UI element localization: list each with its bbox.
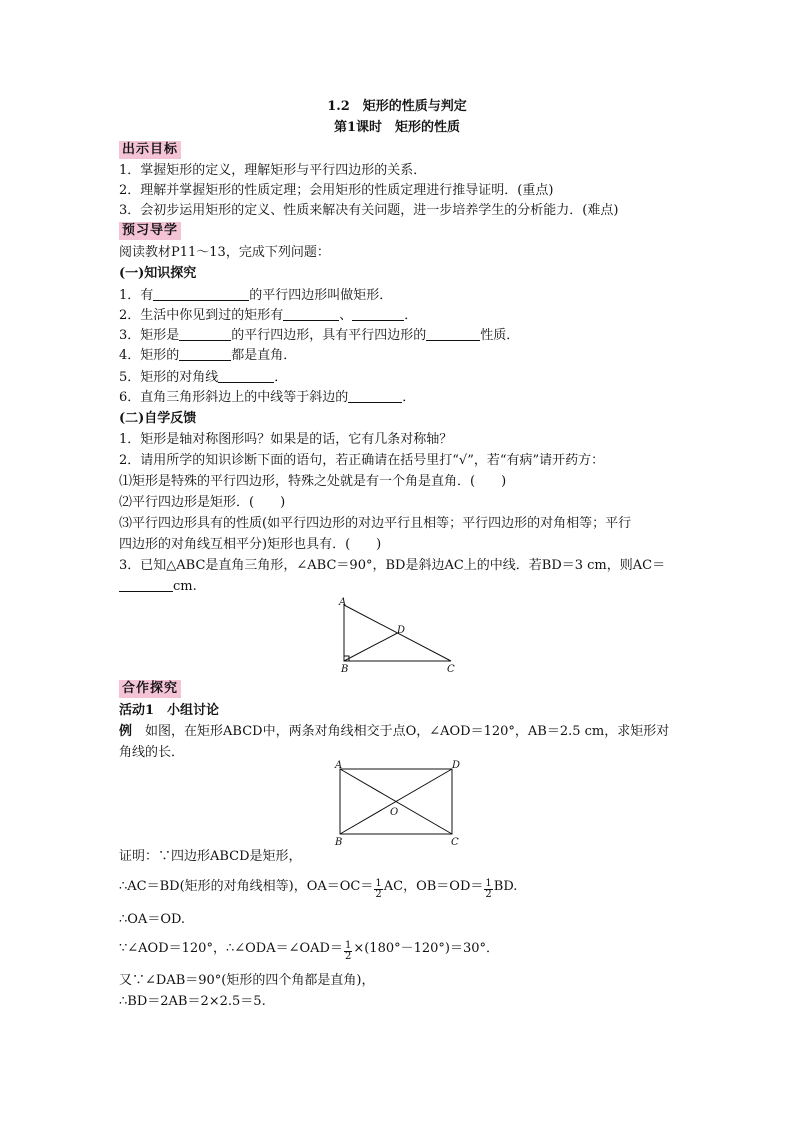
rectangle-figure <box>330 758 465 848</box>
fraction-one-half <box>374 879 382 900</box>
lesson-subtitle: 第1课时 矩形的性质 <box>333 120 461 135</box>
frac-numerator: 1 <box>375 878 382 889</box>
frac-denominator: 2 <box>344 951 352 962</box>
goal-item: 2．理解并掌握矩形的性质定理；会用矩形的性质定理进行推导证明．(重点) <box>119 183 554 198</box>
label-D: D <box>452 760 461 771</box>
q4-text-pre: 4．矩形的 <box>119 348 180 363</box>
q1-blank <box>153 287 249 301</box>
q5-text-pre: 5．矩形的对角线 <box>119 370 219 385</box>
q1-text-pre: 1．有 <box>119 288 154 303</box>
knowledge-heading: (一)知识探究 <box>119 266 197 281</box>
q2-blank-1 <box>283 307 339 321</box>
label-D: D <box>397 625 406 636</box>
feedback-1: 1．矩形是轴对称图形吗？如果是的话，它有几条对称轴？ <box>119 432 453 447</box>
q1-text-post: 的平行四边形叫做矩形． <box>249 288 393 303</box>
q2-text-mid: 、 <box>339 308 353 323</box>
proof2-part-a: ∴AC＝BD(矩形的对角线相等)，OA＝OC＝ <box>119 879 374 894</box>
q3-text-pre: 3．矩形是 <box>119 328 180 343</box>
feedback-2c-line2: 四边形的对角线互相平分)矩形也具有．( ) <box>119 537 382 552</box>
label-C: C <box>451 837 459 848</box>
feedback-2c-line1: ⑶平行四边形具有的性质(如平行四边形的对边平行且相等；平行四边形的对角相等；平行 <box>119 516 632 531</box>
frac-denominator: 2 <box>375 889 382 900</box>
q3-text-mid: 的平行四边形，具有平行四边形的 <box>231 328 427 343</box>
example-line-2: 角线的长． <box>119 745 185 760</box>
q6-text-post: ． <box>402 390 416 405</box>
q3-blank-2 <box>426 327 480 341</box>
fraction-one-half <box>344 941 352 962</box>
proof-line-3: ∴OA＝OD. <box>119 912 186 927</box>
frac-numerator: 1 <box>485 878 492 889</box>
q5-text-post: ． <box>274 370 288 385</box>
q6-blank <box>348 389 402 403</box>
ac-answer-blank <box>119 578 173 592</box>
question-4 <box>119 347 296 365</box>
preview-tag: 预习导学 <box>119 222 181 240</box>
q2-text-pre: 2．生活中你见到过的矩形有 <box>119 308 284 323</box>
question-1 <box>119 287 392 305</box>
right-triangle-figure <box>330 596 460 676</box>
activity-heading: 活动1 小组讨论 <box>119 703 220 718</box>
question-6 <box>119 389 415 407</box>
q6-text-pre: 6．直角三角形斜边上的中线等于斜边的 <box>119 390 349 405</box>
label-C: C <box>447 664 455 675</box>
frac-numerator: 1 <box>344 940 352 951</box>
feedback-3-line1: 3．已知△ABC是直角三角形，∠ABC＝90°，BD是斜边AC上的中线．若BD＝3 cm，则AC＝ <box>119 558 666 573</box>
example-text: 如图，在矩形ABCD中，两条对角线相交于点O，∠AOD＝120°，AB＝2.5 cm，求矩形对 <box>132 724 670 739</box>
q4-blank <box>179 347 231 361</box>
proof2-part-c: BD. <box>493 879 518 894</box>
question-2 <box>119 307 417 325</box>
feedback-2: 2．请用所学的知识诊断下面的语句，若正确请在括号里打“√”，若“有病”请开药方： <box>119 453 605 468</box>
goal-item: 1．掌握矩形的定义，理解矩形与平行四边形的关系． <box>119 163 427 178</box>
label-A: A <box>339 597 347 608</box>
fraction-one-half <box>484 879 492 900</box>
preview-intro: 阅读教材P11～13，完成下列问题： <box>119 245 330 260</box>
label-B: B <box>335 837 343 848</box>
proof-line-1: 证明：∵四边形ABCD是矩形， <box>119 849 302 864</box>
proof-line-5: 又∵∠DAB＝90°(矩形的四个角都是直角)， <box>119 973 375 988</box>
goal-item: 3．会初步运用矩形的定义、性质来解决有关问题，进一步培养学生的分析能力．(难点) <box>119 203 619 218</box>
feedback-2b: ⑵平行四边形是矩形．( ) <box>119 495 286 510</box>
question-3 <box>119 327 519 345</box>
example-label: 例 <box>119 724 133 739</box>
q2-text-post: ． <box>404 308 418 323</box>
q3-blank-1 <box>179 327 231 341</box>
lesson-title: 1.2 矩形的性质与判定 <box>327 99 467 114</box>
q2-blank-2 <box>352 307 404 321</box>
goals-tag: 出示目标 <box>119 141 181 159</box>
proof-line-2 <box>119 878 517 900</box>
proof4-part-b: ×(180°－120°)＝30°． <box>353 941 500 956</box>
q5-blank <box>218 369 274 383</box>
label-A: A <box>335 760 343 771</box>
label-O: O <box>390 807 399 818</box>
median-bd <box>344 633 398 661</box>
frac-denominator: 2 <box>485 889 492 900</box>
coop-tag: 合作探究 <box>119 680 181 698</box>
question-5 <box>119 369 287 387</box>
ac-unit: cm. <box>173 579 197 594</box>
q3-text-post: 性质． <box>480 328 520 343</box>
example-line-1 <box>119 723 669 741</box>
proof-line-4 <box>119 940 499 962</box>
feedback-heading: (二)自学反馈 <box>119 411 197 426</box>
proof2-part-b: AC，OB＝OD＝ <box>383 879 484 894</box>
label-B: B <box>341 664 349 675</box>
proof-line-6: ∴BD＝2AB＝2×2.5＝5. <box>119 994 266 1009</box>
feedback-3-line2 <box>119 578 197 596</box>
q4-text-post: 都是直角． <box>231 348 297 363</box>
proof4-part-a: ∵∠AOD＝120°，∴∠ODA＝∠OAD＝ <box>119 941 343 956</box>
feedback-2a: ⑴矩形是特殊的平行四边形，特殊之处就是有一个角是直角．( ) <box>119 474 507 489</box>
